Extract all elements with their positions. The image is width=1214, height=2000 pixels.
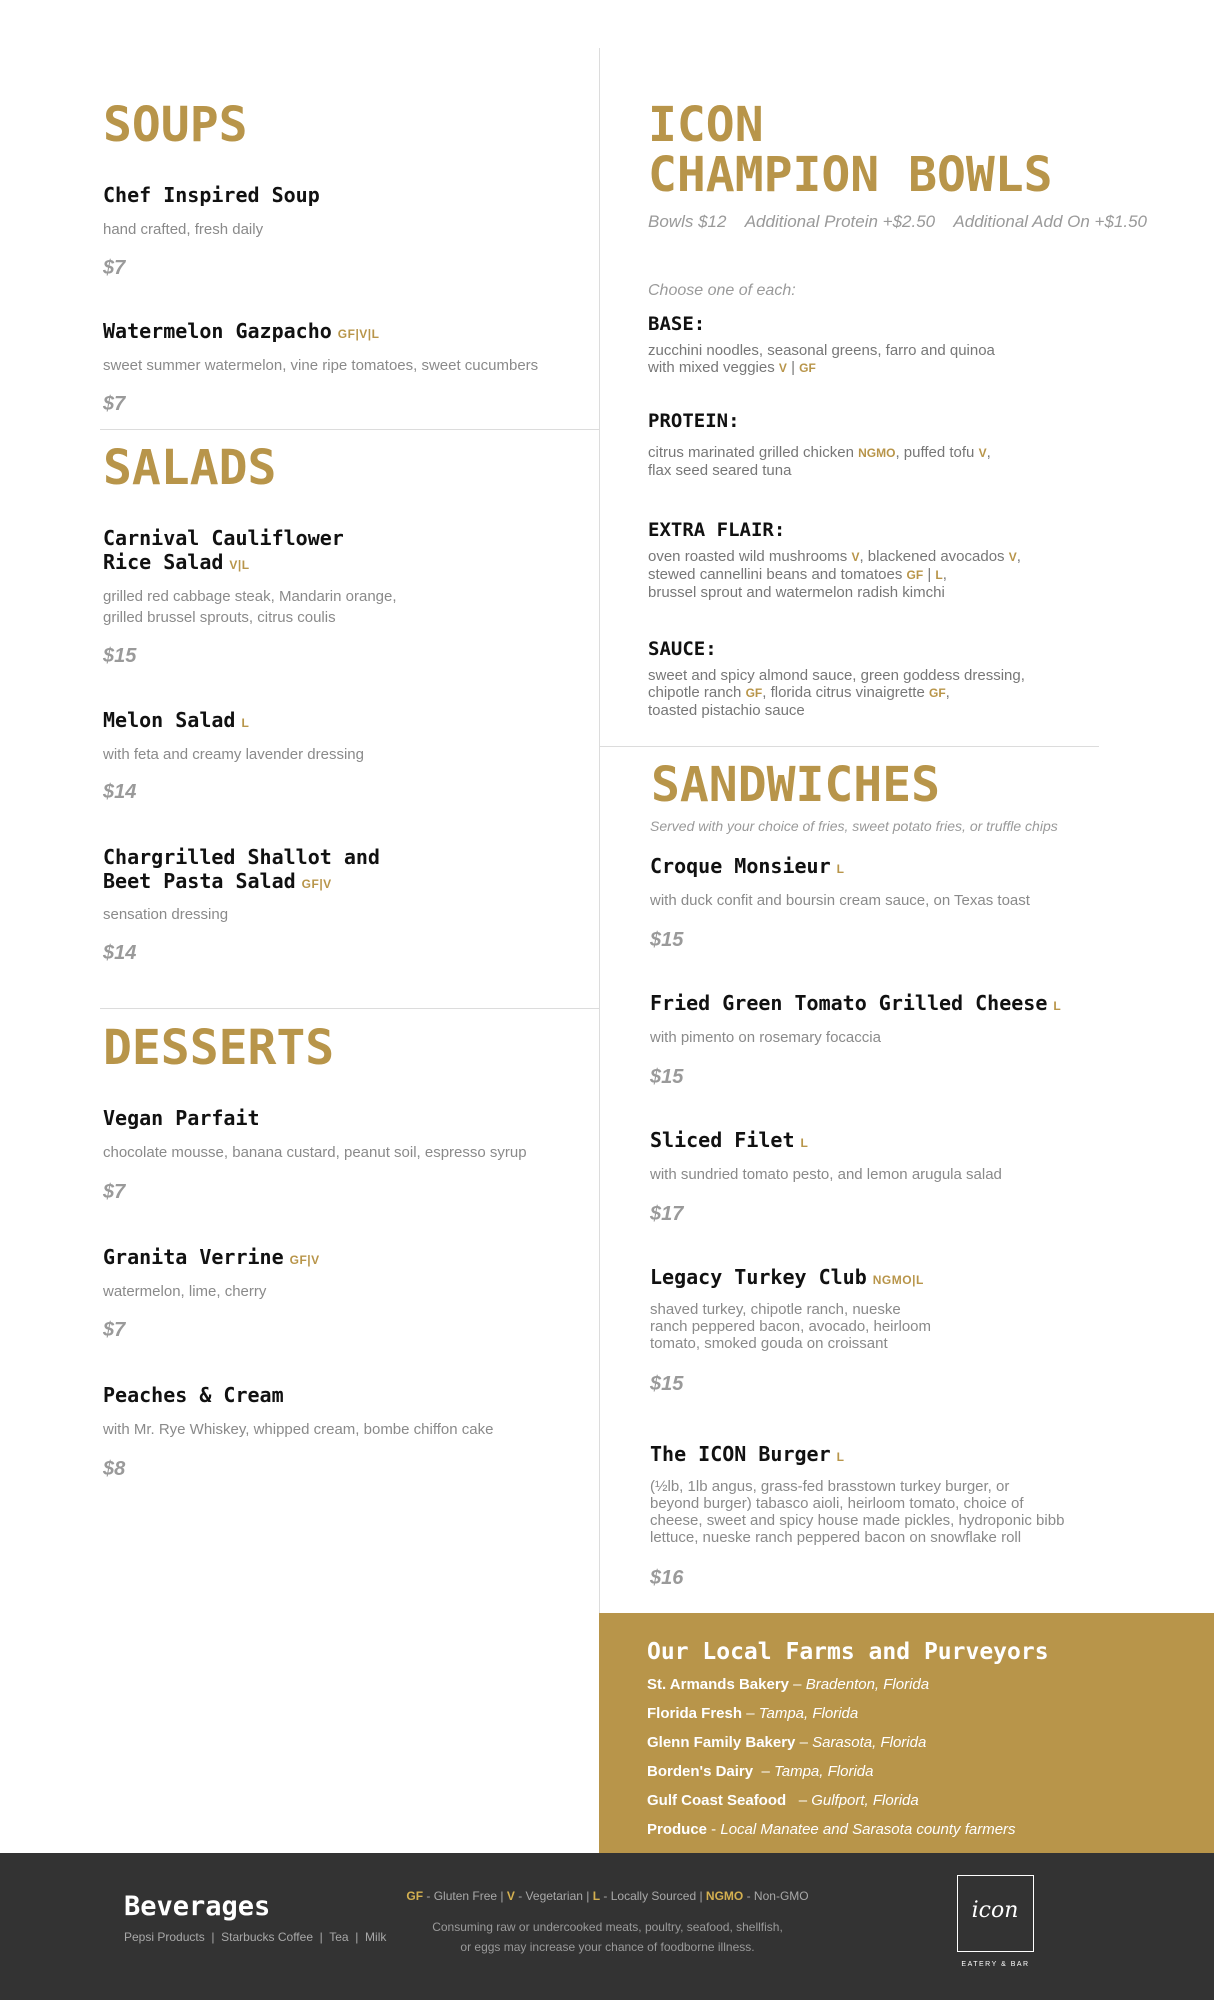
- menu-item-desc: with duck confit and boursin cream sauce, on Texas toast: [650, 892, 1030, 909]
- bowl-sauce-options: sweet and spicy almond sauce, green goddess dressing, chipotle ranch GF, florida citrus vinaigrette GF, toasted pistachio sauce: [648, 667, 1025, 719]
- menu-item-price: $15: [650, 929, 684, 951]
- diet-tags: GF|V: [289, 1253, 320, 1267]
- menu-item-desc: chocolate mousse, banana custard, peanut soil, espresso syrup: [103, 1144, 527, 1161]
- menu-item-name: Chargrilled Shallot and Beet Pasta Salad GF|V: [103, 845, 380, 893]
- farms-title: Our Local Farms and Purveyors: [647, 1639, 1049, 1665]
- salads-title: SALADS: [103, 440, 277, 496]
- logo-wordmark: icon: [971, 1898, 1019, 1923]
- diet-tags: L: [836, 1450, 845, 1464]
- bowls-choose-note: Choose one of each:: [648, 282, 796, 299]
- menu-item-price: $15: [650, 1066, 684, 1088]
- menu-item-name: Watermelon Gazpacho GF|V|L: [103, 319, 380, 343]
- bowl-protein-options: citrus marinated grilled chicken NGMO, puffed tofu V, flax seed seared tuna: [648, 444, 991, 479]
- farm-item: Florida Fresh – Tampa, Florida: [647, 1705, 859, 1722]
- menu-item-price: $7: [103, 1319, 126, 1341]
- bowls-title: ICON CHAMPION BOWLS: [648, 97, 1053, 203]
- menu-item-name: Chef Inspired Soup: [103, 183, 320, 207]
- diet-tags: L: [800, 1136, 809, 1150]
- menu-item-name: Fried Green Tomato Grilled Cheese L: [650, 991, 1062, 1015]
- farm-item: Glenn Family Bakery – Sarasota, Florida: [647, 1734, 927, 1751]
- section-divider: [599, 746, 1099, 747]
- desserts-title: DESSERTS: [103, 1020, 335, 1076]
- bowl-flair-options: oven roasted wild mushrooms V, blackened avocados V, stewed cannellini beans and tomatoes GF | L, brussel sprout and watermelon radish kimchi: [648, 548, 1021, 601]
- menu-item-name: Carnival Cauliflower Rice Salad V|L: [103, 526, 344, 574]
- menu-item-desc: sensation dressing: [103, 906, 229, 923]
- menu-item-name: Melon Salad L: [103, 708, 250, 732]
- menu-item-price: $7: [103, 393, 126, 415]
- menu-item-name: Sliced Filet L: [650, 1128, 809, 1152]
- local-farms-panel: [599, 1613, 1214, 1853]
- menu-item-price: $15: [103, 645, 137, 667]
- menu-item-price: $15: [650, 1373, 684, 1395]
- bowls-pricing: Bowls $12 Additional Protein +$2.50 Additional Add On +$1.50: [648, 212, 1148, 231]
- farm-item: Produce - Local Manatee and Sarasota county farmers: [647, 1821, 1016, 1838]
- diet-tags: GF|V|L: [337, 327, 380, 341]
- menu-item-price: $16: [650, 1567, 684, 1589]
- menu-item-name: Peaches & Cream: [103, 1383, 284, 1407]
- column-divider: [599, 48, 600, 1853]
- section-divider: [100, 429, 599, 430]
- beverages-title: Beverages: [124, 1891, 271, 1922]
- sandwiches-note: Served with your choice of fries, sweet potato fries, or truffle chips: [650, 818, 1058, 834]
- menu-item-desc: watermelon, lime, cherry: [103, 1283, 267, 1300]
- bowl-protein-label: PROTEIN:: [648, 410, 740, 432]
- menu-item-name: Legacy Turkey Club NGMO|L: [650, 1265, 924, 1289]
- menu-item-name: Vegan Parfait: [103, 1106, 260, 1130]
- bowl-base-label: BASE:: [648, 313, 706, 335]
- menu-item-price: $7: [103, 1181, 126, 1203]
- bowl-sauce-label: SAUCE:: [648, 638, 717, 660]
- menu-item-desc: grilled red cabbage steak, Mandarin orange, grilled brussel sprouts, citrus coulis: [103, 588, 397, 626]
- menu-item-desc: with feta and creamy lavender dressing: [103, 746, 364, 763]
- menu-item-desc: with Mr. Rye Whiskey, whipped cream, bombe chiffon cake: [103, 1421, 494, 1438]
- menu-item-price: $7: [103, 257, 126, 279]
- diet-tags: V|L: [229, 558, 250, 572]
- foodborne-warning: Consuming raw or undercooked meats, poultry, seafood, shellfish, or eggs may increase your chance of foodborne illness.: [432, 1920, 783, 1954]
- bowl-flair-label: EXTRA FLAIR:: [648, 519, 786, 541]
- menu-item-name: Granita Verrine GF|V: [103, 1245, 320, 1269]
- menu-item-desc: shaved turkey, chipotle ranch, nueske ranch peppered bacon, avocado, heirloom tomato, smoked gouda on croissant: [650, 1301, 932, 1352]
- bowl-base-options: zucchini noodles, seasonal greens, farro and quinoa with mixed veggies V | GF: [648, 342, 995, 376]
- farm-item: St. Armands Bakery – Bradenton, Florida: [647, 1676, 930, 1693]
- farm-item: Gulf Coast Seafood – Gulfport, Florida: [647, 1792, 919, 1809]
- menu-item-name: The ICON Burger L: [650, 1442, 845, 1466]
- diet-tags: NGMO|L: [872, 1273, 924, 1287]
- menu-item-price: $8: [103, 1458, 126, 1480]
- menu-item-desc: with pimento on rosemary focaccia: [650, 1029, 881, 1046]
- diet-tags: L: [241, 716, 250, 730]
- soups-title: SOUPS: [103, 97, 248, 153]
- menu-item-desc: with sundried tomato pesto, and lemon arugula salad: [650, 1166, 1002, 1183]
- sandwiches-title: SANDWICHES: [651, 757, 940, 813]
- menu-item-price: $17: [650, 1203, 684, 1225]
- menu-item-desc: hand crafted, fresh daily: [103, 221, 264, 238]
- menu-item-price: $14: [103, 942, 137, 964]
- section-divider: [100, 1008, 599, 1009]
- diet-tags: GF|V: [301, 877, 332, 891]
- menu-item-price: $14: [103, 781, 137, 803]
- menu-item-desc: sweet summer watermelon, vine ripe tomatoes, sweet cucumbers: [103, 357, 539, 374]
- logo-subtitle: EATERY & BAR: [961, 1961, 1030, 1968]
- menu-item-name: Croque Monsieur L: [650, 854, 845, 878]
- icon-logo: [957, 1875, 1034, 1952]
- diet-tags: L: [1053, 999, 1062, 1013]
- menu-item-desc: (½lb, 1lb angus, grass-fed brasstown turkey burger, or beyond burger) tabasco aioli, heirloom tomato, choice of cheese, sweet and spicy house made pickles, hydroponic bibb lettuce, nueske ranch peppered bacon on snowflake roll: [650, 1478, 1065, 1546]
- diet-tags: L: [836, 862, 845, 876]
- farm-item: Borden's Dairy – Tampa, Florida: [647, 1763, 874, 1780]
- beverages-list: Pepsi Products | Starbucks Coffee | Tea | Milk: [124, 1930, 387, 1944]
- footer-bar: [0, 1853, 1214, 2000]
- diet-legend: GF - Gluten Free | V - Vegetarian | L - Locally Sourced | NGMO - Non-GMO: [406, 1889, 809, 1903]
